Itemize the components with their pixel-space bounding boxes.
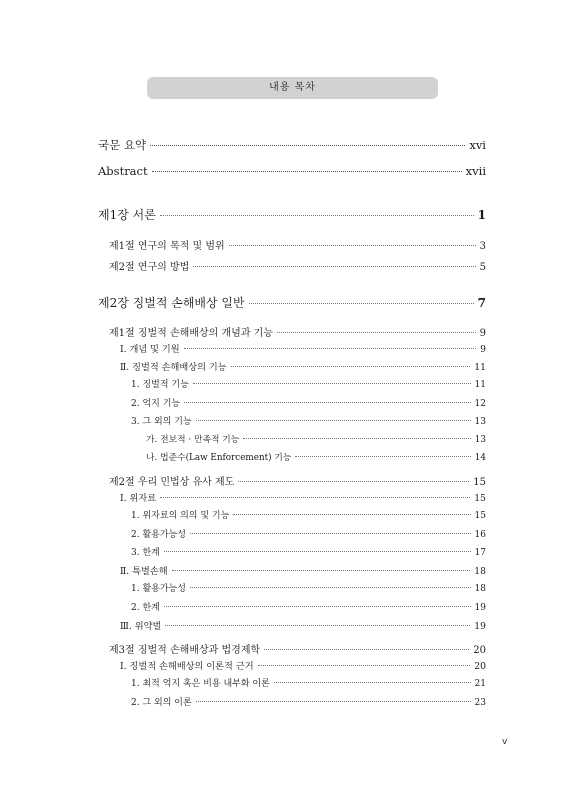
- toc-item[interactable]: [131, 508, 486, 521]
- toc-entry-page: 19: [474, 621, 486, 632]
- toc-entry-page: 13: [474, 417, 486, 427]
- toc-entry-page: 16: [474, 530, 486, 540]
- toc-chapter-2[interactable]: [98, 294, 486, 311]
- toc-chapter-label: 제2장 징벌적 손해배상 일반: [98, 296, 245, 310]
- toc-subitem[interactable]: [146, 450, 486, 463]
- toc-entry-page: 17: [474, 548, 486, 558]
- toc-entry-page: 20: [474, 661, 486, 672]
- dot-leader: [249, 303, 474, 304]
- toc-item[interactable]: [131, 600, 486, 613]
- dot-leader: [164, 551, 471, 552]
- toc-entry-label: 1. 위자료의 의의 및 기능: [131, 511, 230, 521]
- toc-entry-page: 23: [474, 698, 486, 708]
- toc-entry-page: 15: [474, 493, 486, 504]
- toc-entry-label: Ⅲ. 위약벌: [120, 621, 162, 632]
- dot-leader: [277, 332, 476, 333]
- toc-item[interactable]: [131, 377, 486, 390]
- dot-leader: [243, 438, 471, 439]
- toc-item[interactable]: [131, 396, 486, 409]
- toc-item[interactable]: [131, 545, 486, 558]
- toc-entry-label: 제1절 연구의 목적 및 범위: [109, 241, 225, 252]
- dot-leader: [172, 570, 471, 571]
- dot-leader: [160, 497, 470, 498]
- toc-chapter-1[interactable]: [98, 206, 486, 223]
- dot-leader: [184, 348, 476, 349]
- toc-entry-label: Ⅱ. 특별손해: [120, 566, 168, 577]
- toc-entry-label: 2. 그 외의 이론: [131, 698, 192, 708]
- toc-chapter-page: 1: [477, 208, 486, 222]
- toc-item[interactable]: [131, 527, 486, 540]
- toc-entry-page: 3: [479, 241, 486, 252]
- toc-subitem[interactable]: [146, 432, 486, 445]
- dot-leader: [193, 383, 471, 384]
- toc-entry-label: 나. 법준수(Law Enforcement) 기능: [146, 453, 292, 463]
- toc-entry-label: 2. 한계: [131, 603, 160, 613]
- toc-entry-label: Abstract: [98, 164, 148, 178]
- dot-leader: [264, 649, 469, 650]
- toc-subsection[interactable]: [120, 341, 486, 355]
- dot-leader: [164, 606, 471, 607]
- dot-leader: [165, 625, 470, 626]
- toc-header-bar: [147, 77, 438, 99]
- toc-entry-label: 제3절 징벌적 손해배상과 법경제학: [109, 645, 261, 656]
- toc-entry-label: 1. 징벌적 기능: [131, 380, 189, 390]
- dot-leader: [295, 456, 470, 457]
- toc-section[interactable]: [109, 258, 486, 273]
- dot-leader: [258, 665, 471, 666]
- toc-entry-label: 1. 최적 억지 혹은 비용 내부화 이론: [131, 679, 270, 689]
- toc-section[interactable]: [109, 473, 486, 488]
- toc-chapter-label: 제1장 서론: [98, 208, 156, 222]
- dot-leader: [229, 245, 476, 246]
- toc-entry-label: 제2절 연구의 방법: [109, 262, 190, 273]
- toc-entry-page: 18: [474, 566, 486, 577]
- toc-subsection[interactable]: [120, 563, 486, 577]
- dot-leader: [184, 402, 470, 403]
- toc-item[interactable]: [131, 581, 486, 594]
- toc-entry-page: 19: [474, 603, 486, 613]
- toc-entry-page: 13: [474, 435, 486, 445]
- toc-item[interactable]: [131, 414, 486, 427]
- dot-leader: [196, 420, 471, 421]
- toc-section[interactable]: [109, 237, 486, 252]
- toc-entry-label: Ⅰ. 위자료: [120, 493, 157, 504]
- toc-entry-page: xvi: [469, 138, 486, 152]
- toc-subsection[interactable]: [120, 618, 486, 632]
- toc-entry-korean-summary[interactable]: [98, 137, 486, 153]
- toc-subsection[interactable]: [120, 359, 486, 373]
- dot-leader: [190, 587, 471, 588]
- toc-entry-page: 20: [473, 645, 486, 656]
- toc-entry-label: Ⅱ. 징벌적 손해배상의 기능: [120, 362, 227, 373]
- toc-entry-page: 14: [474, 453, 486, 463]
- toc-entry-label: 1. 활용가능성: [131, 584, 186, 594]
- page-number: v: [502, 737, 508, 747]
- toc-entry-label: 3. 그 외의 기능: [131, 417, 192, 427]
- toc-entry-page: 18: [474, 584, 486, 594]
- toc-entry-page: 15: [474, 511, 486, 521]
- toc-subsection[interactable]: [120, 490, 486, 504]
- toc-entry-page: 11: [474, 362, 486, 373]
- toc-entry-label: 제1절 징벌적 손해배상의 개념과 기능: [109, 328, 273, 339]
- toc-entry-label: 3. 한계: [131, 548, 160, 558]
- dot-leader: [196, 701, 471, 702]
- toc-chapter-page: 7: [477, 296, 486, 310]
- toc-entry-page: 9: [479, 328, 486, 339]
- toc-entry-page: 5: [479, 262, 486, 273]
- toc-item[interactable]: [131, 676, 486, 689]
- toc-section[interactable]: [109, 324, 486, 339]
- toc-entry-page: 11: [474, 380, 486, 390]
- toc-entry-page: xvii: [465, 164, 486, 178]
- dot-leader: [231, 366, 471, 367]
- toc-entry-label: 가. 전보적 · 만족적 기능: [146, 435, 240, 445]
- toc-subsection[interactable]: [120, 658, 486, 672]
- toc-item[interactable]: [131, 695, 486, 708]
- dot-leader: [190, 533, 471, 534]
- dot-leader: [150, 145, 465, 146]
- toc-entry-label: Ⅰ. 징벌적 손해배상의 이론적 근거: [120, 661, 254, 672]
- toc-entry-label: 국문 요약: [98, 138, 147, 152]
- toc-entry-label: 제2절 우리 민법상 유사 제도: [109, 477, 235, 488]
- toc-entry-page: 21: [474, 679, 486, 689]
- toc-title: 내용 목차: [269, 82, 316, 93]
- toc-entry-label: 2. 억지 기능: [131, 399, 181, 409]
- dot-leader: [238, 481, 469, 482]
- toc-section[interactable]: [109, 641, 486, 656]
- toc-entry-label: 2. 활용가능성: [131, 530, 186, 540]
- toc-entry-page: 15: [473, 477, 486, 488]
- toc-entry-label: Ⅰ. 개념 및 기원: [120, 344, 180, 355]
- dot-leader: [233, 514, 470, 515]
- dot-leader: [274, 682, 471, 683]
- dot-leader: [160, 215, 474, 216]
- toc-entry-abstract[interactable]: [98, 164, 486, 178]
- dot-leader: [193, 266, 475, 267]
- dot-leader: [152, 171, 462, 172]
- toc-entry-page: 9: [480, 344, 486, 355]
- toc-entry-page: 12: [474, 399, 486, 409]
